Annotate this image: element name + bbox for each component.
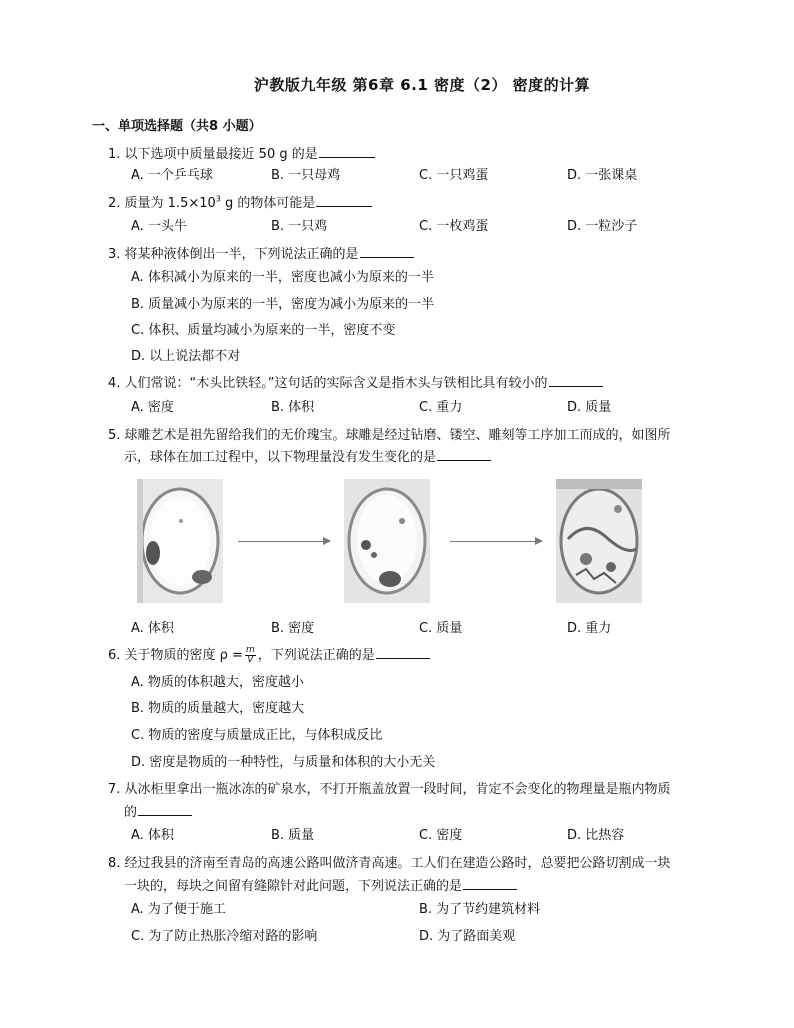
question-2-text-b: g 的物体可能是: [220, 196, 316, 211]
question-7-stem-line1: 7. 从冰柜里拿出一瓶冰冻的矿泉水，不打开瓶盖放置一段时间，肯定不会变化的物理量是瓶内物质: [108, 782, 671, 797]
question-6-text-a: 6. 关于物质的密度 ρ =: [108, 648, 243, 663]
q7-option-c: C. 密度: [419, 828, 463, 843]
q1-option-c: C. 一只鸡蛋: [419, 168, 489, 183]
question-7-stem-line2: [124, 801, 192, 820]
question-8-stem-line1: 8. 经过我县的济南至青岛的高速公路叫做济青高速。工人们在建造公路时，总要把公路切割成一块: [108, 856, 671, 871]
question-4-stem: [108, 372, 603, 391]
q4-option-d: D. 质量: [567, 400, 612, 415]
q1-option-b: B. 一只母鸡: [271, 168, 341, 183]
exponent: 3: [215, 194, 221, 204]
q8-option-a: A. 为了便于施工: [131, 902, 226, 917]
answer-blank: [319, 145, 375, 158]
q8-option-c: C. 为了防止热胀冷缩对路的影响: [131, 929, 318, 944]
answer-blank: [316, 194, 372, 207]
q3-option-a: A. 体积减小为原来的一半，密度也减小为原来的一半: [131, 270, 434, 285]
q2-option-b: B. 一只鸡: [271, 219, 328, 234]
arrow-icon: [238, 541, 330, 542]
answer-blank: [360, 245, 414, 258]
answer-blank: [376, 646, 430, 659]
q7-option-d: D. 比热容: [567, 828, 625, 843]
density-formula-fraction: [245, 646, 256, 665]
q6-option-c: C. 物质的密度与质量成正比，与体积成反比: [131, 728, 383, 743]
fraction-numerator: m: [245, 645, 255, 655]
q7-option-a: A. 体积: [131, 828, 174, 843]
question-1-text: 1. 以下选项中质量最接近 50 g 的是: [108, 147, 318, 162]
answer-blank: [549, 374, 603, 387]
question-8-stem-line2: [124, 875, 517, 894]
q6-option-b: B. 物质的质量越大，密度越大: [131, 701, 305, 716]
question-8-text: 一块的，每块之间留有缝隙针对此问题，下列说法正确的是: [124, 879, 463, 894]
q7-option-b: B. 质量: [271, 828, 315, 843]
q4-option-c: C. 重力: [419, 400, 463, 415]
q2-option-a: A. 一头牛: [131, 219, 187, 234]
fraction-denominator: V: [247, 655, 254, 665]
q3-option-c: C. 体积、质量均减小为原来的一半，密度不变: [131, 323, 396, 338]
question-4-text: 4. 人们常说：“木头比铁轻。”这句话的实际含义是指木头与铁相比具有较小的: [108, 376, 548, 391]
answer-blank: [463, 877, 517, 890]
q2-option-c: C. 一枚鸡蛋: [419, 219, 489, 234]
question-5-text: 示，球体在加工过程中，以下物理量没有发生变化的是: [124, 450, 437, 465]
q5-option-b: B. 密度: [271, 621, 315, 636]
carved-ball-image-stage-2: [344, 479, 430, 603]
question-5-stem-line2: [124, 446, 491, 465]
arrow-icon: [450, 541, 542, 542]
carved-ball-image-stage-1: [137, 479, 223, 603]
section-heading: 一、单项选择题（共8 小题）: [92, 119, 262, 134]
q6-option-a: A. 物质的体积越大，密度越小: [131, 675, 304, 690]
question-5-stem-line1: 5. 球雕艺术是祖先留给我们的无价瑰宝。球雕是经过钻磨、镂空、雕刻等工序加工而成的，如图所: [108, 428, 671, 443]
q5-option-d: D. 重力: [567, 621, 612, 636]
question-1-stem: [108, 143, 375, 162]
q4-option-b: B. 体积: [271, 400, 315, 415]
question-7-text: 的: [124, 805, 138, 820]
q3-option-b: B. 质量减小为原来的一半，密度为减小为原来的一半: [131, 297, 435, 312]
q8-option-b: B. 为了节约建筑材料: [419, 902, 541, 917]
question-6-text-b: ，下列说法正确的是: [257, 648, 375, 663]
answer-blank: [138, 803, 192, 816]
question-2-text-a: 2. 质量为 1.5×10: [108, 196, 216, 211]
q5-option-c: C. 质量: [419, 621, 463, 636]
carved-ball-image-stage-3: [556, 479, 642, 603]
q6-option-d: D. 密度是物质的一种特性，与质量和体积的大小无关: [131, 755, 436, 770]
q1-option-a: A. 一个乒乓球: [131, 168, 213, 183]
q1-option-d: D. 一张课桌: [567, 168, 638, 183]
q3-option-d: D. 以上说法都不对: [131, 349, 241, 364]
answer-blank: [437, 448, 491, 461]
question-6-stem: [108, 644, 430, 665]
page-title: 沪教版九年级 第6章 6.1 密度（2） 密度的计算: [253, 76, 591, 94]
question-3-stem: [108, 243, 414, 262]
q5-option-a: A. 体积: [131, 621, 174, 636]
q8-option-d: D. 为了路面美观: [419, 929, 516, 944]
question-3-text: 3. 将某种液体倒出一半，下列说法正确的是: [108, 247, 359, 262]
question-2-stem: [108, 192, 372, 211]
q2-option-d: D. 一粒沙子: [567, 219, 638, 234]
q4-option-a: A. 密度: [131, 400, 174, 415]
